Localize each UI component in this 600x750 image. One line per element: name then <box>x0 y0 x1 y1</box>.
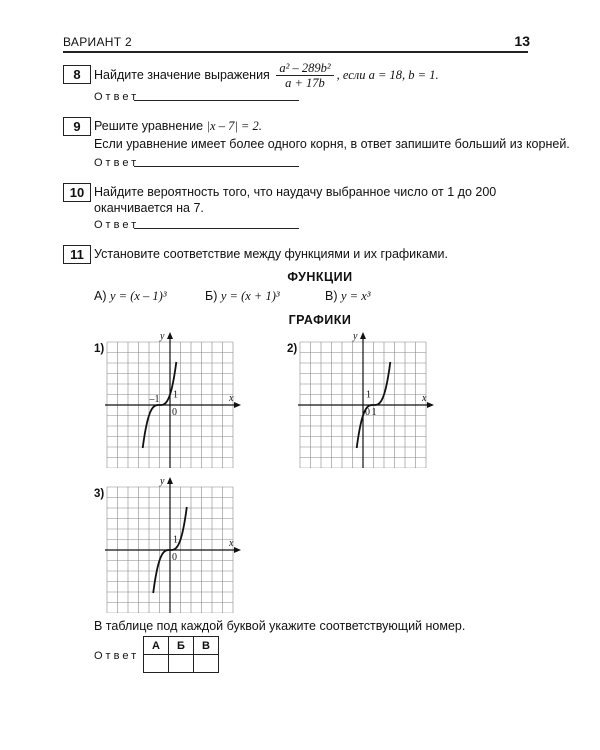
question-9-condition: Если уравнение имеет более одного корня, в ответ запишите больший из корней. <box>94 137 570 151</box>
page-number: 13 <box>514 33 530 49</box>
x-axis-arrow <box>427 402 434 408</box>
function-a-letter: А) <box>94 289 107 303</box>
function-b <box>205 289 280 304</box>
header-rule <box>63 51 528 53</box>
y-axis-label: y <box>160 331 165 342</box>
x-axis-label: x <box>229 538 234 549</box>
x-axis-arrow <box>234 547 241 553</box>
question-8-prompt: Найдите значение выражения <box>94 67 270 82</box>
answer-table <box>143 636 219 673</box>
y-axis-label: y <box>160 476 165 487</box>
question-9-prompt: Решите уравнение <box>94 119 204 133</box>
answer-table-header-row <box>144 637 219 655</box>
question-9-number: 9 <box>63 117 91 136</box>
answer-cell-c[interactable] <box>194 655 219 673</box>
question-11-number: 11 <box>63 245 91 264</box>
answer-cell-b[interactable] <box>169 655 194 673</box>
question-9-equation: |x – 7| = 2. <box>206 119 262 133</box>
q11-instruction: В таблице под каждой буквой укажите соответствующий номер. <box>94 619 466 633</box>
answer-field-9[interactable] <box>134 166 299 167</box>
function-b-letter: Б) <box>205 289 218 303</box>
x-unit-label: –1 <box>149 394 160 405</box>
y-unit-label: 1 <box>366 389 371 401</box>
function-b-formula: y = (x + 1)³ <box>220 289 280 303</box>
origin-label: 0 <box>172 552 177 563</box>
question-8-fraction <box>276 61 333 90</box>
question-10-number: 10 <box>63 183 91 202</box>
graph-1-label: 1) <box>94 343 105 355</box>
answer-col-a: А <box>144 637 169 655</box>
question-9-text <box>94 118 262 134</box>
question-8-text <box>94 61 439 90</box>
answer-label-8: Ответ <box>94 91 140 103</box>
question-11-text: Установите соответствие между функциями и их графиками. <box>94 247 448 261</box>
function-c <box>325 289 371 304</box>
function-a <box>94 289 167 304</box>
graph-3-label: 3) <box>94 488 105 500</box>
graph-1 <box>97 328 247 468</box>
graph-3 <box>97 473 247 613</box>
y-unit-label: 1 <box>173 389 178 401</box>
function-c-letter: В) <box>325 289 338 303</box>
graphs-title: ГРАФИКИ <box>288 313 352 327</box>
y-axis-arrow <box>167 332 173 339</box>
functions-title: ФУНКЦИИ <box>287 270 353 284</box>
function-a-formula: y = (x – 1)³ <box>109 289 167 303</box>
x-axis-label: x <box>229 393 234 404</box>
fraction-denominator: a + 17b <box>285 76 325 90</box>
answer-label-11: Ответ <box>94 650 140 662</box>
answer-col-c: В <box>194 637 219 655</box>
question-8-condition: , если a = 18, b = 1. <box>336 67 439 82</box>
x-axis-label: x <box>422 393 427 404</box>
answer-table-input-row <box>144 655 219 673</box>
y-axis-arrow <box>167 477 173 484</box>
function-c-formula: y = x³ <box>340 289 371 303</box>
answer-label-9: Ответ <box>94 157 140 169</box>
answer-field-10[interactable] <box>134 228 299 229</box>
graph-2-label: 2) <box>287 343 298 355</box>
answer-field-8[interactable] <box>134 100 299 101</box>
graph-2 <box>290 328 440 468</box>
answer-cell-a[interactable] <box>144 655 169 673</box>
y-unit-label: 1 <box>173 534 178 546</box>
question-8-number: 8 <box>63 65 91 84</box>
fraction-numerator: a² – 289b² <box>276 61 333 76</box>
x-unit-label: 1 <box>371 407 377 418</box>
answer-label-10: Ответ <box>94 219 140 231</box>
answer-col-b: Б <box>169 637 194 655</box>
y-axis-label: y <box>353 331 358 342</box>
origin-label: 0 <box>365 407 370 418</box>
y-axis-arrow <box>360 332 366 339</box>
x-axis-arrow <box>234 402 241 408</box>
question-10-text: Найдите вероятность того, что наудачу выбранное число от 1 до 200 оканчивается на 7. <box>94 185 497 215</box>
variant-header: ВАРИАНТ 2 <box>63 35 132 49</box>
origin-label: 0 <box>172 407 177 418</box>
